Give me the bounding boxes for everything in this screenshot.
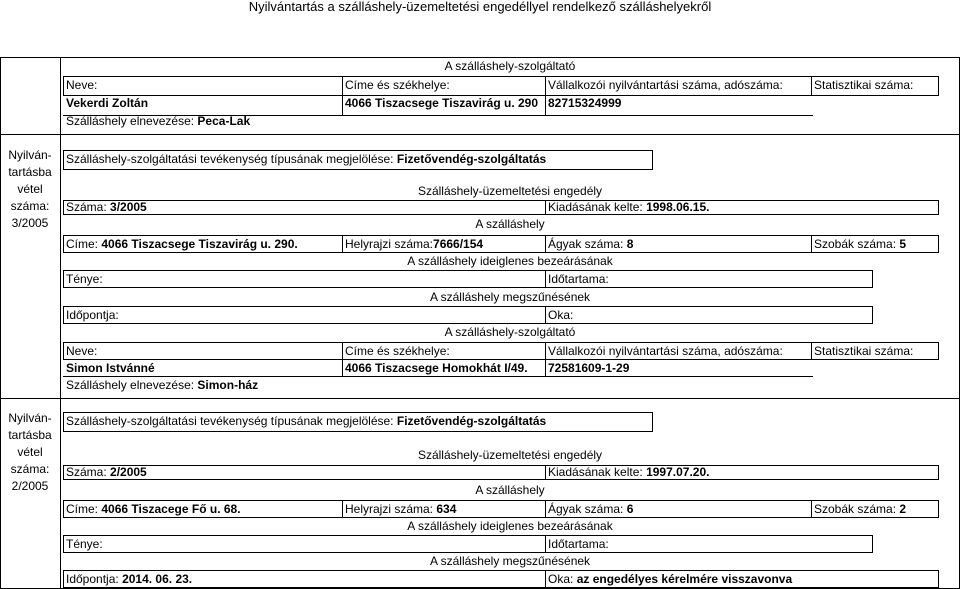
permit-number-row <box>66 464 147 480</box>
rooms-label: Szobák száma: <box>814 237 897 251</box>
lodging-name-label: Szálláshely elnevezése: <box>66 378 195 392</box>
fact-label: Ténye: <box>66 272 103 286</box>
permit-header: Szálláshely-üzemeltetési engedély <box>417 448 603 462</box>
termination-header: A szálláshely megszűnésének <box>429 290 591 304</box>
lodging-address-label: Címe: <box>66 237 99 251</box>
temp-close-header: A szálláshely ideiglenes bezeárásának <box>407 254 613 268</box>
temp-close-header: A szálláshely ideiglenes bezeárásának <box>407 519 613 533</box>
lodging-beds-row <box>548 501 633 517</box>
registration-number-side-2: Nyilván- tartásba vétel száma: 2/2005 <box>8 411 52 493</box>
lodging-address: 4066 Tiszacsege Tiszavirág u. 290. <box>101 237 298 251</box>
permit-header: Szálláshely-üzemeltetési engedély <box>417 184 603 198</box>
provider-header: A szálláshely-szolgáltató <box>444 59 576 73</box>
reg-label: Vállalkozói nyilvántartási száma, adószáma: <box>548 344 783 358</box>
lodging-address-row <box>66 501 241 517</box>
plot-label: Helyrajzi száma: <box>345 237 434 251</box>
lodging-plot-row <box>345 236 483 252</box>
beds-label: Ágyak száma: <box>548 502 624 516</box>
permit-issued-row <box>548 199 709 215</box>
permit-number-label: Száma: <box>66 465 107 479</box>
lodging-header: A szálláshely <box>475 217 545 231</box>
permit-issued: 1998.06.15. <box>646 200 710 214</box>
lodging-address: 4066 Tiszacege Fő u. 68. <box>101 502 241 516</box>
permit-issued-row <box>548 464 709 480</box>
stat-label: Statisztikai száma: <box>814 78 914 92</box>
rooms-value: 2 <box>899 502 907 516</box>
address-label: Címe és székhelye: <box>345 78 450 92</box>
permit-number-row <box>66 199 147 215</box>
lodging-name: Simon-ház <box>197 378 259 392</box>
registration-number-side-1: Nyilván- tartásba vétel száma: 3/2005 <box>8 148 52 230</box>
termination-date-row <box>66 571 192 587</box>
provider-reg: 72581609-1-29 <box>548 361 630 375</box>
lodging-name-row <box>66 377 258 393</box>
plot-value: 7666/154 <box>433 237 484 251</box>
rooms-label: Szobák száma: <box>814 502 897 516</box>
plot-label: Helyrajzi száma: <box>345 502 434 516</box>
duration-label: Időtartama: <box>548 272 609 286</box>
termination-date: 2014. 06. 23. <box>122 572 193 586</box>
beds-value: 6 <box>626 502 634 516</box>
page-title: Nyilvántartás a szálláshely-üzemeltetési engedéllyel rendelkező szálláshelyekről <box>248 0 712 14</box>
plot-value: 634 <box>436 502 457 516</box>
lodging-rooms-row <box>814 236 906 252</box>
lodging-address-label: Címe: <box>66 502 99 516</box>
permit-issued: 1997.07.20. <box>646 465 710 479</box>
permit-number: 2/2005 <box>110 465 147 479</box>
termination-reason: az engedélyes kérelmére visszavonva <box>576 572 793 586</box>
lodging-plot-row <box>345 501 456 517</box>
permit-number: 3/2005 <box>110 200 147 214</box>
termination-reason-row <box>548 571 792 587</box>
name-label: Neve: <box>66 344 98 358</box>
beds-label: Ágyak száma: <box>548 237 624 251</box>
lodging-header: A szálláshely <box>475 483 545 497</box>
termination-reason-label: Oka: <box>548 308 574 322</box>
address-label: Címe és székhelye: <box>345 344 450 358</box>
lodging-name: Peca-Lak <box>197 114 251 128</box>
termination-date-label: Időpontja: <box>66 572 119 586</box>
lodging-beds-row <box>548 236 633 252</box>
permit-issued-label: Kiadásának kelte: <box>548 200 643 214</box>
termination-reason-label: Oka: <box>548 572 574 586</box>
provider-name: Simon Istvánné <box>66 361 155 375</box>
provider-address: 4066 Tiszacsege Tiszavirág u. 290 <box>345 96 539 110</box>
lodging-name-row <box>66 113 250 129</box>
lodging-name-label: Szálláshely elnevezése: <box>66 114 195 128</box>
stat-label: Statisztikai száma: <box>814 344 914 358</box>
name-label: Neve: <box>66 78 98 92</box>
fact-label: Ténye: <box>66 537 103 551</box>
provider-header: A szálláshely-szolgáltató <box>444 325 576 339</box>
reg-label: Vállalkozói nyilvántartási száma, adószáma: <box>548 78 783 92</box>
permit-issued-label: Kiadásának kelte: <box>548 465 643 479</box>
activity-label: Szálláshely-szolgáltatási tevékenység típusának megjelölése: <box>66 414 394 428</box>
activity-value: Fizetővendég-szolgáltatás <box>396 414 547 428</box>
activity-label: Szálláshely-szolgáltatási tevékenység típusának megjelölése: <box>66 152 394 166</box>
provider-reg: 82715324999 <box>548 96 622 110</box>
termination-header: A szálláshely megszűnésének <box>429 554 591 568</box>
provider-table-header <box>63 76 939 96</box>
provider-address: 4066 Tiszacsege Homokhát I/49. <box>345 361 528 375</box>
lodging-rooms-row <box>814 501 906 517</box>
activity-row <box>66 413 546 429</box>
rooms-value: 5 <box>899 237 907 251</box>
provider-name: Vekerdi Zoltán <box>66 96 149 110</box>
activity-row <box>66 151 546 167</box>
termination-date-label: Időpontja: <box>66 308 119 322</box>
permit-number-label: Száma: <box>66 200 107 214</box>
activity-value: Fizetővendég-szolgáltatás <box>396 152 547 166</box>
duration-label: Időtartama: <box>548 537 609 551</box>
beds-value: 8 <box>626 237 634 251</box>
lodging-address-row <box>66 236 298 252</box>
